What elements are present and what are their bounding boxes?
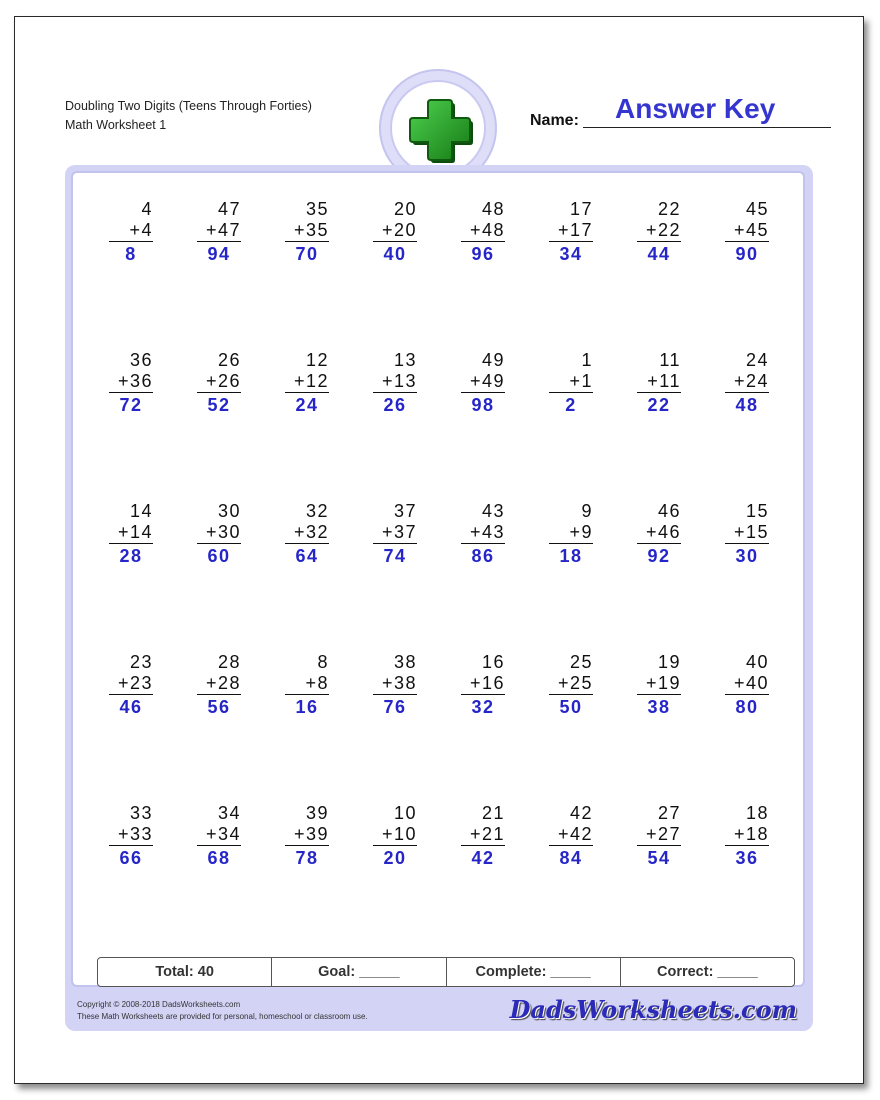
complete-cell: Complete: _____ bbox=[447, 958, 621, 986]
problem-addend-plus: +46 bbox=[637, 522, 681, 544]
problem-addend-plus: +19 bbox=[637, 673, 681, 695]
problem-addend: 22 bbox=[657, 199, 681, 219]
problem-addend-plus: +22 bbox=[637, 220, 681, 242]
problem-addend: 15 bbox=[745, 501, 769, 521]
problem-addend: 1 bbox=[581, 350, 593, 370]
name-line bbox=[583, 127, 831, 128]
problem-item bbox=[109, 803, 153, 869]
worksheet-page bbox=[14, 16, 864, 1084]
problem-item bbox=[373, 501, 417, 567]
problem-addend: 37 bbox=[393, 501, 417, 521]
problem-item bbox=[549, 350, 593, 416]
problem-addend: 47 bbox=[217, 199, 241, 219]
problem-addend: 13 bbox=[393, 350, 417, 370]
problem-addend-plus: +18 bbox=[725, 824, 769, 846]
problem-addend-plus: +45 bbox=[725, 220, 769, 242]
problem-addend: 40 bbox=[745, 652, 769, 672]
problem-item bbox=[725, 350, 769, 416]
problem-item bbox=[725, 501, 769, 567]
problem-item bbox=[461, 350, 505, 416]
problem-addend-plus: +16 bbox=[461, 673, 505, 695]
worksheet-title bbox=[65, 97, 312, 135]
problem-answer: 50 bbox=[559, 697, 583, 717]
green-plus-icon bbox=[402, 92, 478, 168]
problem-answer: 30 bbox=[735, 546, 759, 566]
problem-item bbox=[637, 652, 681, 718]
problem-addend: 35 bbox=[305, 199, 329, 219]
problem-item bbox=[549, 803, 593, 869]
problem-item bbox=[197, 199, 241, 265]
problem-addend: 4 bbox=[141, 199, 153, 219]
problem-area bbox=[71, 171, 805, 987]
problem-addend: 11 bbox=[659, 350, 681, 370]
problem-addend-plus: +25 bbox=[549, 673, 593, 695]
problem-answer: 22 bbox=[647, 395, 671, 415]
problem-addend: 12 bbox=[305, 350, 329, 370]
problem-item bbox=[549, 652, 593, 718]
problem-addend: 34 bbox=[217, 803, 241, 823]
problem-frame bbox=[65, 165, 813, 1031]
problem-addend-plus: +14 bbox=[109, 522, 153, 544]
problem-addend: 39 bbox=[305, 803, 329, 823]
problem-answer: 38 bbox=[647, 697, 671, 717]
problem-item bbox=[197, 501, 241, 567]
problem-answer: 42 bbox=[471, 848, 495, 868]
problem-addend-plus: +20 bbox=[373, 220, 417, 242]
problem-item bbox=[373, 199, 417, 265]
problem-addend-plus: +49 bbox=[461, 371, 505, 393]
total-cell: Total: 40 bbox=[98, 958, 272, 986]
problem-addend: 27 bbox=[657, 803, 681, 823]
problem-item bbox=[373, 350, 417, 416]
problem-addend-plus: +30 bbox=[197, 522, 241, 544]
problem-addend: 19 bbox=[657, 652, 681, 672]
problem-item bbox=[637, 350, 681, 416]
problem-item bbox=[109, 199, 153, 265]
problem-answer: 44 bbox=[647, 244, 671, 264]
problem-addend-plus: +10 bbox=[373, 824, 417, 846]
problem-answer: 72 bbox=[119, 395, 143, 415]
problem-addend-plus: +17 bbox=[549, 220, 593, 242]
problem-answer: 48 bbox=[735, 395, 759, 415]
problem-addend-plus: +9 bbox=[549, 522, 593, 544]
correct-cell: Correct: _____ bbox=[657, 964, 758, 980]
problem-addend-plus: +24 bbox=[725, 371, 769, 393]
problem-addend-plus: +27 bbox=[637, 824, 681, 846]
answer-key-label: Answer Key bbox=[615, 93, 776, 124]
totals-bar bbox=[97, 957, 795, 987]
problem-item bbox=[725, 652, 769, 718]
problem-addend: 43 bbox=[481, 501, 505, 521]
problem-item bbox=[637, 199, 681, 265]
problem-addend: 20 bbox=[393, 199, 417, 219]
problem-answer: 64 bbox=[295, 546, 319, 566]
name-label: Name: bbox=[530, 112, 579, 129]
problem-answer: 76 bbox=[383, 697, 407, 717]
problem-answer: 2 bbox=[565, 395, 577, 415]
problem-item bbox=[461, 199, 505, 265]
problem-addend: 49 bbox=[481, 350, 505, 370]
problem-addend-plus: +39 bbox=[285, 824, 329, 846]
problem-item bbox=[461, 803, 505, 869]
problem-item bbox=[373, 652, 417, 718]
problem-item bbox=[285, 199, 329, 265]
problem-addend: 25 bbox=[569, 652, 593, 672]
problem-grid bbox=[73, 173, 803, 913]
problem-addend: 36 bbox=[129, 350, 153, 370]
problem-addend: 26 bbox=[217, 350, 241, 370]
problem-answer: 98 bbox=[471, 395, 495, 415]
problem-addend-plus: +43 bbox=[461, 522, 505, 544]
problem-answer: 28 bbox=[119, 546, 143, 566]
problem-answer: 54 bbox=[647, 848, 671, 868]
problem-addend-plus: +8 bbox=[285, 673, 329, 695]
problem-addend: 33 bbox=[129, 803, 153, 823]
problem-addend-plus: +13 bbox=[373, 371, 417, 393]
problem-addend: 17 bbox=[569, 199, 593, 219]
problem-addend: 30 bbox=[217, 501, 241, 521]
problem-item bbox=[109, 652, 153, 718]
problem-answer: 60 bbox=[207, 546, 231, 566]
problem-addend-plus: +35 bbox=[285, 220, 329, 242]
problem-addend-plus: +33 bbox=[109, 824, 153, 846]
copyright-text: Copyright © 2008-2018 DadsWorksheets.com bbox=[77, 1000, 241, 1009]
problem-item bbox=[461, 652, 505, 718]
problem-answer: 66 bbox=[119, 848, 143, 868]
problem-addend: 9 bbox=[581, 501, 593, 521]
problem-answer: 52 bbox=[207, 395, 231, 415]
problem-answer: 92 bbox=[647, 546, 671, 566]
problem-item bbox=[197, 803, 241, 869]
problem-answer: 8 bbox=[125, 244, 137, 264]
problem-addend: 32 bbox=[305, 501, 329, 521]
problem-addend-plus: +12 bbox=[285, 371, 329, 393]
problem-addend: 28 bbox=[217, 652, 241, 672]
problem-addend-plus: +21 bbox=[461, 824, 505, 846]
problem-addend-plus: +47 bbox=[197, 220, 241, 242]
problem-item bbox=[109, 501, 153, 567]
problem-item bbox=[461, 501, 505, 567]
problem-item bbox=[725, 803, 769, 869]
problem-answer: 20 bbox=[383, 848, 407, 868]
problem-answer: 68 bbox=[207, 848, 231, 868]
usage-notice: These Math Worksheets are provided for personal, homeschool or classroom use. bbox=[77, 1012, 368, 1021]
brand-logo: DadsWorksheets.com bbox=[509, 995, 797, 1024]
problem-answer: 80 bbox=[735, 697, 759, 717]
problem-addend: 18 bbox=[745, 803, 769, 823]
problem-answer: 16 bbox=[295, 697, 319, 717]
problem-addend-plus: +11 bbox=[637, 371, 681, 393]
problem-addend: 48 bbox=[481, 199, 505, 219]
problem-item bbox=[637, 803, 681, 869]
problem-addend-plus: +26 bbox=[197, 371, 241, 393]
problem-addend: 24 bbox=[745, 350, 769, 370]
problem-addend-plus: +34 bbox=[197, 824, 241, 846]
worksheet-title-line1: Doubling Two Digits (Teens Through Forties) bbox=[65, 99, 312, 113]
problem-item bbox=[549, 501, 593, 567]
problem-answer: 40 bbox=[383, 244, 407, 264]
problem-item bbox=[197, 350, 241, 416]
problem-addend: 8 bbox=[317, 652, 329, 672]
problem-answer: 24 bbox=[295, 395, 319, 415]
problem-answer: 32 bbox=[471, 697, 495, 717]
problem-addend-plus: +36 bbox=[109, 371, 153, 393]
problem-answer: 46 bbox=[119, 697, 143, 717]
problem-item bbox=[637, 501, 681, 567]
problem-answer: 78 bbox=[295, 848, 319, 868]
problem-addend: 14 bbox=[129, 501, 153, 521]
problem-answer: 90 bbox=[735, 244, 759, 264]
problem-answer: 56 bbox=[207, 697, 231, 717]
problem-answer: 86 bbox=[471, 546, 495, 566]
problem-addend-plus: +42 bbox=[549, 824, 593, 846]
problem-addend: 21 bbox=[481, 803, 505, 823]
problem-item bbox=[373, 803, 417, 869]
problem-answer: 18 bbox=[559, 546, 583, 566]
problem-answer: 96 bbox=[471, 244, 495, 264]
problem-answer: 36 bbox=[735, 848, 759, 868]
problem-addend-plus: +4 bbox=[109, 220, 153, 242]
problem-addend: 45 bbox=[745, 199, 769, 219]
problem-item bbox=[285, 350, 329, 416]
problem-answer: 26 bbox=[383, 395, 407, 415]
problem-addend: 46 bbox=[657, 501, 681, 521]
problem-answer: 84 bbox=[559, 848, 583, 868]
problem-answer: 74 bbox=[383, 546, 407, 566]
problem-addend-plus: +37 bbox=[373, 522, 417, 544]
problem-addend: 38 bbox=[393, 652, 417, 672]
worksheet-title-line2: Math Worksheet 1 bbox=[65, 118, 167, 132]
problem-item bbox=[549, 199, 593, 265]
problem-addend-plus: +40 bbox=[725, 673, 769, 695]
problem-answer: 70 bbox=[295, 244, 319, 264]
problem-item bbox=[285, 501, 329, 567]
problem-addend-plus: +1 bbox=[549, 371, 593, 393]
footer-copyright bbox=[77, 999, 368, 1023]
problem-addend: 16 bbox=[481, 652, 505, 672]
problem-addend-plus: +32 bbox=[285, 522, 329, 544]
problem-item bbox=[725, 199, 769, 265]
problem-item bbox=[197, 652, 241, 718]
goal-cell: Goal: _____ bbox=[272, 958, 446, 986]
problem-item bbox=[285, 803, 329, 869]
problem-item bbox=[285, 652, 329, 718]
problem-addend: 23 bbox=[129, 652, 153, 672]
problem-addend-plus: +23 bbox=[109, 673, 153, 695]
problem-addend: 10 bbox=[393, 803, 417, 823]
problem-addend-plus: +48 bbox=[461, 220, 505, 242]
problem-addend-plus: +15 bbox=[725, 522, 769, 544]
problem-addend-plus: +38 bbox=[373, 673, 417, 695]
problem-addend: 42 bbox=[569, 803, 593, 823]
problem-answer: 34 bbox=[559, 244, 583, 264]
problem-item bbox=[109, 350, 153, 416]
problem-addend-plus: +28 bbox=[197, 673, 241, 695]
problem-answer: 94 bbox=[207, 244, 231, 264]
